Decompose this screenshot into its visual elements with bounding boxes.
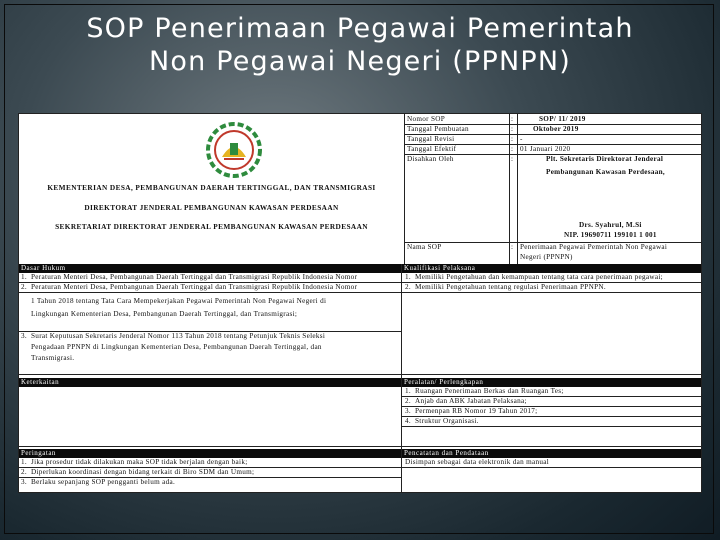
peringatan-item-3: Berlaku sepanjang SOP pengganti belum ada. bbox=[31, 478, 176, 486]
meta-value-revisi: - bbox=[520, 135, 523, 143]
divider bbox=[402, 467, 702, 468]
dasar-hukum-item-3-line-3: Transmigrasi. bbox=[31, 354, 75, 362]
dasar-hukum-item-2-line-1: Peraturan Menteri Desa, Pembangunan Daerah Tertinggal dan Transmigrasi Republik Indonesia Nomor bbox=[31, 283, 358, 291]
meta-label-nomor: Nomor SOP bbox=[407, 115, 446, 123]
peralatan-item-2: Anjab dan ABK Jabatan Pelaksana; bbox=[415, 397, 527, 405]
meta-value-nomor: SOP/ 11/ 2019 bbox=[539, 115, 586, 123]
list-item-num: 2. bbox=[405, 397, 411, 405]
divider bbox=[402, 426, 702, 427]
divider bbox=[402, 292, 702, 293]
kualifikasi-item-1: Memiliki Pengetahuan dan kemampuan tentang tata cara penerimaan pegawai; bbox=[415, 273, 663, 281]
ministry-logo-icon bbox=[204, 119, 264, 181]
list-item-num: 1. bbox=[21, 273, 27, 281]
meta-sep: : bbox=[511, 125, 514, 133]
org-line-2: DIREKTORAT JENDERAL PEMBANGUNAN KAWASAN PERDESAAN bbox=[84, 203, 339, 212]
peringatan-item-2: Diperlukan koordinasi dengan bidang terkait di Biro SDM dan Umum; bbox=[31, 468, 255, 476]
dasar-hukum-item-2-line-2: 1 Tahun 2018 tentang Tata Cara Mempekerjakan Pegawai Pemerintah Non Pegawai Negeri di bbox=[31, 297, 327, 305]
list-item-num: 2. bbox=[405, 283, 411, 291]
list-item-num: 2. bbox=[21, 468, 27, 476]
dasar-hukum-item-1: Peraturan Menteri Desa, Pembangunan Daerah Tertinggal dan Transmigrasi Republik Indonesia Nomor bbox=[31, 273, 358, 281]
peralatan-item-1: Ruangan Penerimaan Berkas dan Ruangan Tes; bbox=[415, 387, 564, 395]
dasar-hukum-item-3-line-1: Surat Keputusan Sekretaris Jenderal Nomor 113 Tahun 2018 tentang Petunjuk Teknis Seleksi bbox=[31, 332, 326, 340]
dasar-hukum-item-2-line-3: Lingkungan Kementerian Desa, Pembangunan Daerah Tertinggal, dan Transmigrasi; bbox=[31, 310, 298, 318]
meta-sep: : bbox=[511, 135, 514, 143]
approver-name: Drs. Syahrul, M.Si bbox=[579, 221, 642, 229]
section-peralatan-title: Peralatan/ Perlengkapan bbox=[402, 378, 702, 387]
pencatatan-text: Disimpan sebagai data elektronik dan manual bbox=[405, 458, 550, 466]
section-dasar-hukum-title: Dasar Hukum bbox=[19, 264, 401, 273]
approver-line-1: Plt. Sekretaris Direktorat Jenderal bbox=[546, 155, 664, 163]
kualifikasi-item-2: Memiliki Pengetahuan tentang regulasi Penerimaan PPNPN. bbox=[415, 283, 606, 291]
meta-label-revisi: Tanggal Revisi bbox=[407, 135, 455, 143]
peringatan-item-1: Jika prosedur tidak dilakukan maka SOP tidak berjalan dengan baik; bbox=[31, 458, 248, 466]
list-item-num: 4. bbox=[405, 417, 411, 425]
org-line-3: SEKRETARIAT DIREKTORAT JENDERAL PEMBANGUNAN KAWASAN PERDESAAN bbox=[55, 222, 368, 231]
list-item-num: 2. bbox=[21, 283, 27, 291]
slide-title-line2: Non Pegawai Negeri (PPNPN) bbox=[149, 46, 571, 77]
meta-sep: : bbox=[511, 145, 514, 153]
meta-label-efektif: Tanggal Efektif bbox=[407, 145, 457, 153]
divider bbox=[19, 446, 702, 447]
approver-nip: NIP. 19690711 199101 1 001 bbox=[564, 231, 657, 239]
sop-document bbox=[18, 113, 702, 493]
section-pencatatan-title: Pencatatan dan Pendataan bbox=[402, 449, 702, 458]
list-item-num: 3. bbox=[21, 478, 27, 486]
meta-sep: : bbox=[511, 115, 514, 123]
list-item-num: 1. bbox=[21, 458, 27, 466]
meta-label-pembuatan: Tanggal Pembuatan bbox=[407, 125, 469, 133]
sop-name-line-2: Negeri (PPNPN) bbox=[520, 253, 573, 261]
dasar-hukum-item-3-line-2: Pengadaan PPNPN di Lingkungan Kementerian Desa, Pembangunan Daerah Tertinggal, dan bbox=[31, 343, 322, 351]
meta-sep: : bbox=[511, 243, 514, 251]
slide-title-line1: SOP Penerimaan Pegawai Pemerintah bbox=[86, 13, 634, 44]
sop-name-line-1: Penerimaan Pegawai Pemerintah Non Pegawai bbox=[520, 243, 668, 251]
divider bbox=[19, 374, 702, 375]
meta-label-disahkan: Disahkan Oleh bbox=[407, 155, 454, 163]
org-line-1: KEMENTERIAN DESA, PEMBANGUNAN DAERAH TERTINGGAL, DAN TRANSMIGRASI bbox=[47, 183, 376, 192]
list-item-num: 3. bbox=[405, 407, 411, 415]
list-item-num: 3. bbox=[21, 332, 27, 340]
peralatan-item-3: Permenpan RB Nomor 19 Tahun 2017; bbox=[415, 407, 538, 415]
peralatan-item-4: Struktur Organisasi. bbox=[415, 417, 479, 425]
slide-title bbox=[0, 12, 720, 78]
section-keterkaitan-title: Keterkaitan bbox=[19, 378, 401, 387]
meta-sep: : bbox=[511, 155, 514, 163]
list-item-num: 1. bbox=[405, 387, 411, 395]
section-peringatan-title: Peringatan bbox=[19, 449, 401, 458]
section-kualifikasi-title: Kualifikasi Pelaksana bbox=[402, 264, 702, 273]
divider bbox=[19, 292, 401, 293]
meta-value-pembuatan: Oktober 2019 bbox=[533, 125, 579, 133]
sop-name-label: Nama SOP bbox=[407, 243, 442, 251]
approver-line-2: Pembangunan Kawasan Perdesaan, bbox=[546, 168, 666, 176]
list-item-num: 1. bbox=[405, 273, 411, 281]
meta-value-efektif: 01 Januari 2020 bbox=[520, 145, 571, 153]
